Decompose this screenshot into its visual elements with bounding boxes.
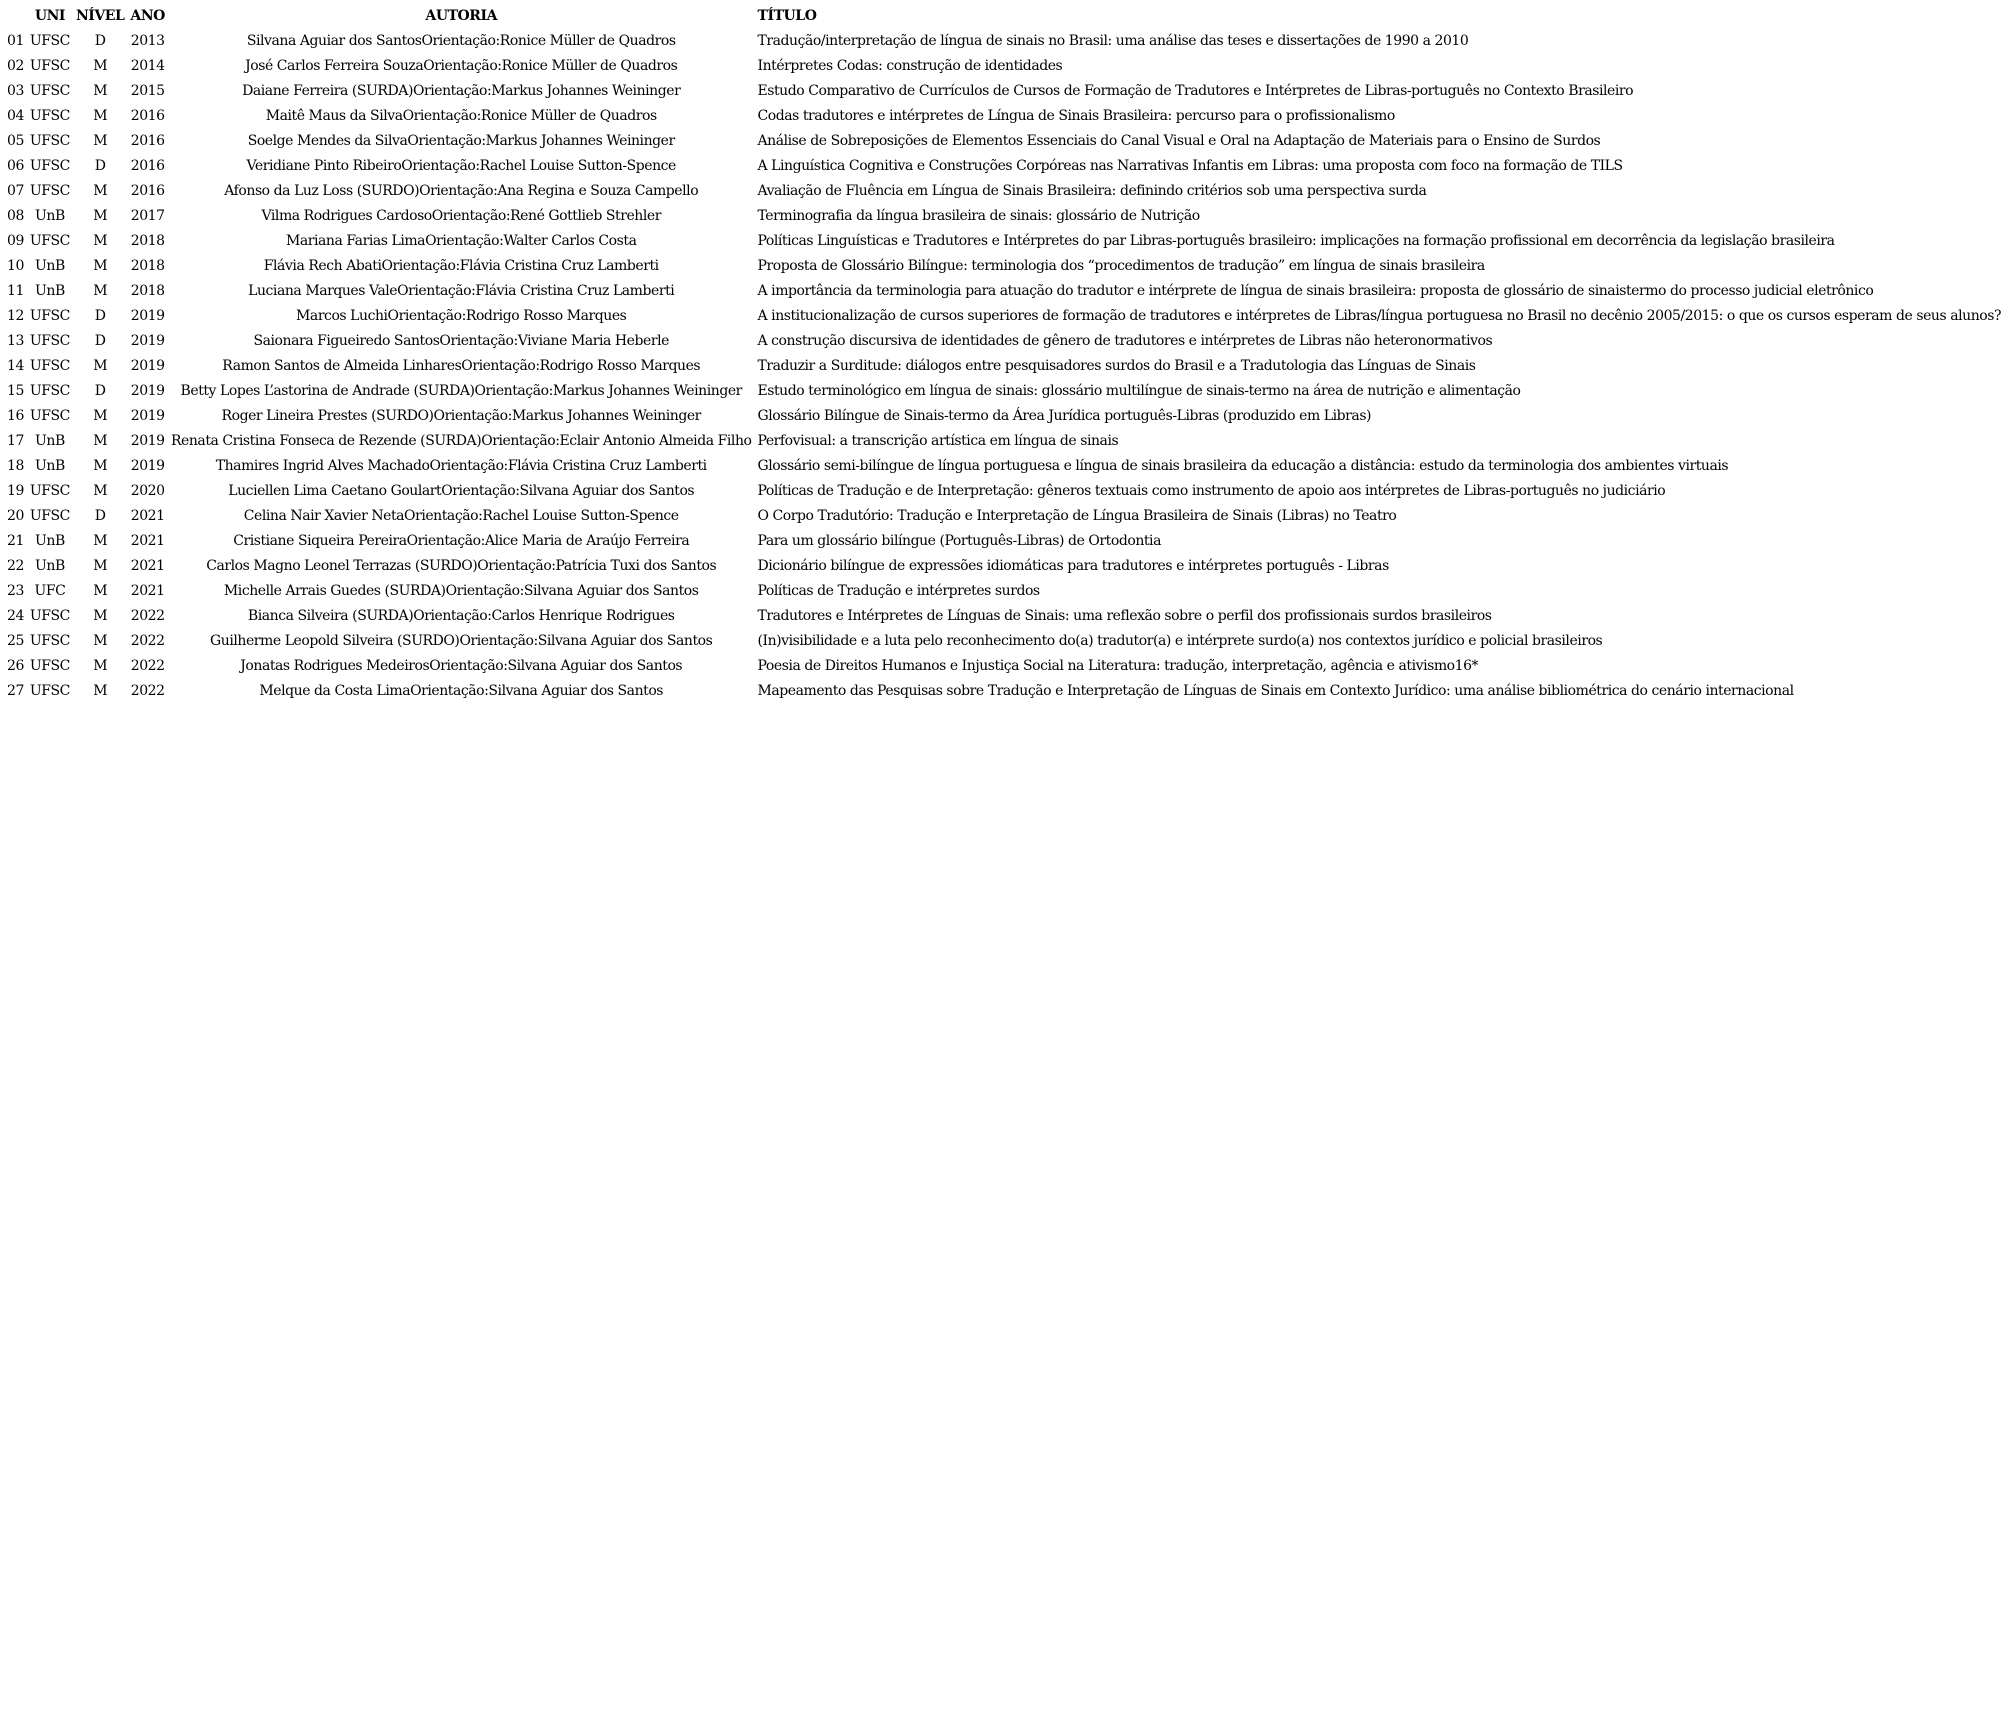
title-cell: Estudo Comparativo de Currículos de Cursos de Formação de Tradutores e Intérpretes de Libras-português no Contexto Brasileiro [757, 83, 1634, 99]
university-cell: UFSC [29, 333, 70, 349]
table-row [4, 504, 2004, 529]
title-cell: Estudo terminológico em língua de sinais: glossário multilíngue de sinais-termo na área de nutrição e alimentação [757, 383, 1521, 399]
table-row [4, 129, 2004, 154]
row-number: 19 [7, 483, 24, 499]
level-cell: M [93, 583, 108, 599]
table-row [4, 654, 2004, 679]
row-number: 01 [7, 33, 24, 49]
authorship-cell: Ramon Santos de Almeida LinharesOrientação:Rodrigo Rosso Marques [222, 358, 701, 374]
table-row [4, 354, 2004, 379]
title-cell: Tradutores e Intérpretes de Línguas de Sinais: uma reflexão sobre o perfil dos profissionais surdos brasileiros [757, 608, 1492, 624]
title-cell: Terminografia da língua brasileira de sinais: glossário de Nutrição [757, 208, 1200, 224]
year-cell: 2021 [130, 533, 165, 549]
authorship-cell: Flávia Rech AbatiOrientação:Flávia Cristina Cruz Lamberti [263, 258, 659, 274]
row-number: 26 [7, 658, 24, 674]
university-cell: UFSC [29, 233, 70, 249]
authorship-cell: Betty Lopes L’astorina de Andrade (SURDA)Orientação:Markus Johannes Weininger [180, 383, 742, 399]
level-cell: M [93, 358, 108, 374]
title-cell: A importância da terminologia para atuação do tradutor e intérprete de língua de sinais brasileira: proposta de glossário de sinaistermo do processo judicial eletrônico [757, 283, 1874, 299]
table-row [4, 579, 2004, 604]
year-cell: 2019 [130, 333, 165, 349]
table-row [4, 79, 2004, 104]
row-number: 09 [7, 233, 24, 249]
row-number: 25 [7, 633, 24, 649]
title-cell: Políticas de Tradução e de Interpretação: gêneros textuais como instrumento de apoio aos intérpretes de Libras-português no judiciário [757, 483, 1666, 499]
authorship-cell: Afonso da Luz Loss (SURDO)Orientação:Ana Regina e Souza Campello [224, 183, 699, 199]
year-cell: 2018 [130, 233, 165, 249]
title-cell: Glossário Bilíngue de Sinais-termo da Área Jurídica português-Libras (produzido em Libras) [757, 408, 1372, 424]
level-cell: M [93, 608, 108, 624]
title-cell: Para um glossário bilíngue (Português-Libras) de Ortodontia [757, 533, 1161, 549]
university-cell: UFSC [29, 158, 70, 174]
row-number: 02 [7, 58, 24, 74]
year-cell: 2020 [130, 483, 165, 499]
row-number: 27 [7, 683, 24, 699]
authorship-cell: Silvana Aguiar dos SantosOrientação:Ronice Müller de Quadros [246, 33, 676, 49]
authorship-cell: Michelle Arrais Guedes (SURDA)Orientação:Silvana Aguiar dos Santos [223, 583, 699, 599]
year-cell: 2016 [130, 133, 165, 149]
level-cell: D [94, 158, 106, 174]
row-number: 03 [7, 83, 24, 99]
authorship-cell: Cristiane Siqueira PereiraOrientação:Alice Maria de Araújo Ferreira [233, 533, 690, 549]
row-number: 12 [7, 308, 24, 324]
year-cell: 2022 [130, 683, 165, 699]
authorship-cell: Saionara Figueiredo SantosOrientação:Viviane Maria Heberle [253, 333, 669, 349]
authorship-cell: Carlos Magno Leonel Terrazas (SURDO)Orientação:Patrícia Tuxi dos Santos [206, 558, 717, 574]
table-body [4, 29, 2004, 704]
authorship-cell: Guilherme Leopold Silveira (SURDO)Orientação:Silvana Aguiar dos Santos [210, 633, 713, 649]
row-number: 11 [7, 283, 24, 299]
university-cell: UFSC [29, 83, 70, 99]
row-number: 07 [7, 183, 24, 199]
university-cell: UnB [35, 258, 65, 274]
authorship-cell: Bianca Silveira (SURDA)Orientação:Carlos Henrique Rodrigues [247, 608, 675, 624]
level-cell: M [93, 533, 108, 549]
level-cell: M [93, 208, 108, 224]
table-row [4, 429, 2004, 454]
year-cell: 2016 [130, 158, 165, 174]
university-cell: UFC [34, 583, 66, 599]
title-cell: Codas tradutores e intérpretes de Língua de Sinais Brasileira: percurso para o profissionalismo [757, 108, 1395, 124]
year-cell: 2019 [130, 383, 165, 399]
level-cell: M [93, 83, 108, 99]
level-cell: M [93, 483, 108, 499]
year-cell: 2019 [130, 358, 165, 374]
header-nivel: NÍVEL [75, 8, 125, 24]
university-cell: UFSC [29, 483, 70, 499]
level-cell: M [93, 433, 108, 449]
row-number: 13 [7, 333, 24, 349]
level-cell: M [93, 683, 108, 699]
thesis-table [4, 4, 2004, 704]
university-cell: UnB [35, 533, 65, 549]
university-cell: UFSC [29, 308, 70, 324]
title-cell: Avaliação de Fluência em Língua de Sinais Brasileira: definindo critérios sob uma perspectiva surda [757, 183, 1427, 199]
year-cell: 2013 [130, 33, 165, 49]
row-number: 16 [7, 408, 24, 424]
level-cell: M [93, 408, 108, 424]
year-cell: 2021 [130, 583, 165, 599]
authorship-cell: Mariana Farias LimaOrientação:Walter Carlos Costa [285, 233, 637, 249]
authorship-cell: Luciellen Lima Caetano GoulartOrientação:Silvana Aguiar dos Santos [228, 483, 695, 499]
authorship-cell: Daiane Ferreira (SURDA)Orientação:Markus Johannes Weininger [242, 83, 681, 99]
table-row [4, 329, 2004, 354]
university-cell: UnB [35, 558, 65, 574]
title-cell: Poesia de Direitos Humanos e Injustiça Social na Literatura: tradução, interpretação, agência e ativismo16* [757, 658, 1479, 674]
header-titulo: TÍTULO [757, 8, 817, 24]
university-cell: UFSC [29, 508, 70, 524]
university-cell: UnB [35, 283, 65, 299]
table-row [4, 54, 2004, 79]
header-uni: UNI [34, 8, 66, 24]
authorship-cell: Roger Lineira Prestes (SURDO)Orientação:Markus Johannes Weininger [221, 408, 701, 424]
university-cell: UFSC [29, 358, 70, 374]
table-row [4, 304, 2004, 329]
level-cell: M [93, 58, 108, 74]
university-cell: UnB [35, 433, 65, 449]
university-cell: UFSC [29, 408, 70, 424]
row-number: 15 [7, 383, 24, 399]
table-row [4, 479, 2004, 504]
table-row [4, 679, 2004, 704]
row-number: 24 [7, 608, 24, 624]
row-number: 17 [7, 433, 24, 449]
header-row [4, 4, 2004, 29]
level-cell: M [93, 633, 108, 649]
level-cell: M [93, 258, 108, 274]
university-cell: UnB [35, 208, 65, 224]
university-cell: UFSC [29, 133, 70, 149]
level-cell: M [93, 133, 108, 149]
university-cell: UnB [35, 458, 65, 474]
year-cell: 2019 [130, 458, 165, 474]
authorship-cell: José Carlos Ferreira SouzaOrientação:Ronice Müller de Quadros [245, 58, 678, 74]
authorship-cell: Soelge Mendes da SilvaOrientação:Markus Johannes Weininger [247, 133, 675, 149]
title-cell: A construção discursiva de identidades de gênero de tradutores e intérpretes de Libras não heteronormativos [757, 333, 1493, 349]
row-number: 22 [7, 558, 24, 574]
title-cell: Análise de Sobreposições de Elementos Essenciais do Canal Visual e Oral na Adaptação de Materiais para o Ensino de Surdos [757, 133, 1601, 149]
level-cell: M [93, 108, 108, 124]
row-number: 23 [7, 583, 24, 599]
title-cell: Tradução/interpretação de língua de sinais no Brasil: uma análise das teses e dissertações de 1990 a 2010 [757, 33, 1469, 49]
row-number: 14 [7, 358, 24, 374]
header-autoria: AUTORIA [425, 8, 498, 24]
university-cell: UFSC [29, 608, 70, 624]
row-number: 21 [7, 533, 24, 549]
year-cell: 2019 [130, 408, 165, 424]
table-row [4, 204, 2004, 229]
year-cell: 2017 [130, 208, 165, 224]
year-cell: 2014 [130, 58, 165, 74]
level-cell: M [93, 658, 108, 674]
university-cell: UFSC [29, 383, 70, 399]
table-row [4, 154, 2004, 179]
table-row [4, 629, 2004, 654]
authorship-cell: Celina Nair Xavier NetaOrientação:Rachel Louise Sutton-Spence [243, 508, 679, 524]
level-cell: M [93, 283, 108, 299]
title-cell: Mapeamento das Pesquisas sobre Tradução e Interpretação de Línguas de Sinais em Contexto Jurídico: uma análise bibliométrica do cenário internacional [757, 683, 1794, 699]
title-cell: Políticas Linguísticas e Tradutores e Intérpretes do par Libras-português brasileiro: implicações na formação profissional em decorrência da legislação brasileira [757, 233, 1835, 249]
table-row [4, 529, 2004, 554]
level-cell: D [94, 383, 106, 399]
university-cell: UFSC [29, 658, 70, 674]
table-row [4, 29, 2004, 54]
authorship-cell: Luciana Marques ValeOrientação:Flávia Cristina Cruz Lamberti [248, 283, 675, 299]
university-cell: UFSC [29, 633, 70, 649]
university-cell: UFSC [29, 183, 70, 199]
level-cell: D [94, 308, 106, 324]
university-cell: UFSC [29, 58, 70, 74]
year-cell: 2016 [130, 108, 165, 124]
level-cell: M [93, 558, 108, 574]
table-row [4, 254, 2004, 279]
authorship-cell: Melque da Costa LimaOrientação:Silvana Aguiar dos Santos [259, 683, 664, 699]
level-cell: D [94, 33, 106, 49]
authorship-cell: Vilma Rodrigues CardosoOrientação:René Gottlieb Strehler [261, 208, 661, 224]
title-cell: Dicionário bilíngue de expressões idiomáticas para tradutores e intérpretes português - Libras [757, 558, 1389, 574]
title-cell: Intérpretes Codas: construção de identidades [757, 58, 1063, 74]
row-number: 06 [7, 158, 24, 174]
university-cell: UFSC [29, 683, 70, 699]
university-cell: UFSC [29, 33, 70, 49]
title-cell: O Corpo Tradutório: Tradução e Interpretação de Língua Brasileira de Sinais (Libras) no Teatro [757, 508, 1397, 524]
year-cell: 2019 [130, 308, 165, 324]
row-number: 20 [7, 508, 24, 524]
title-cell: Glossário semi-bilíngue de língua portuguesa e língua de sinais brasileira da educação a distância: estudo da terminologia dos ambientes virtuais [757, 458, 1729, 474]
level-cell: D [94, 333, 106, 349]
authorship-cell: Renata Cristina Fonseca de Rezende (SURDA)Orientação:Eclair Antonio Almeida Filho [170, 433, 752, 449]
row-number: 18 [7, 458, 24, 474]
authorship-cell: Veridiane Pinto RibeiroOrientação:Rachel Louise Sutton-Spence [246, 158, 676, 174]
row-number: 08 [7, 208, 24, 224]
title-cell: A Linguística Cognitiva e Construções Corpóreas nas Narrativas Infantis em Libras: uma proposta com foco na formação de TILS [757, 158, 1623, 174]
row-number: 04 [7, 108, 24, 124]
university-cell: UFSC [29, 108, 70, 124]
table-row [4, 179, 2004, 204]
year-cell: 2015 [130, 83, 165, 99]
level-cell: D [94, 508, 106, 524]
level-cell: M [93, 233, 108, 249]
year-cell: 2019 [130, 433, 165, 449]
authorship-cell: Jonatas Rodrigues MedeirosOrientação:Silvana Aguiar dos Santos [240, 658, 683, 674]
level-cell: M [93, 183, 108, 199]
header-num [4, 4, 27, 29]
year-cell: 2022 [130, 608, 165, 624]
year-cell: 2018 [130, 283, 165, 299]
title-cell: Proposta de Glossário Bilíngue: terminologia dos “procedimentos de tradução” em língua de sinais brasileira [757, 258, 1485, 274]
title-cell: A institucionalização de cursos superiores de formação de tradutores e intérpretes de Libras/língua portuguesa no Brasil no decênio 2005/2015: o que os cursos esperam de seus alunos? [757, 308, 2002, 324]
table-row [4, 379, 2004, 404]
table-row [4, 404, 2004, 429]
row-number: 05 [7, 133, 24, 149]
table-row [4, 454, 2004, 479]
table-row [4, 554, 2004, 579]
table-row [4, 104, 2004, 129]
year-cell: 2021 [130, 558, 165, 574]
table-row [4, 604, 2004, 629]
header-ano: ANO [130, 8, 165, 24]
year-cell: 2022 [130, 633, 165, 649]
authorship-cell: Thamires Ingrid Alves MachadoOrientação:Flávia Cristina Cruz Lamberti [215, 458, 707, 474]
row-number: 10 [7, 258, 24, 274]
table-row [4, 279, 2004, 304]
year-cell: 2022 [130, 658, 165, 674]
year-cell: 2016 [130, 183, 165, 199]
title-cell: Perfovisual: a transcrição artística em língua de sinais [757, 433, 1119, 449]
table-row [4, 229, 2004, 254]
title-cell: Traduzir a Surditude: diálogos entre pesquisadores surdos do Brasil e a Tradutologia das Línguas de Sinais [757, 358, 1476, 374]
authorship-cell: Maitê Maus da SilvaOrientação:Ronice Müller de Quadros [265, 108, 657, 124]
year-cell: 2021 [130, 508, 165, 524]
title-cell: (In)visibilidade e a luta pelo reconhecimento do(a) tradutor(a) e intérprete surdo(a) nos contextos jurídico e policial brasileiros [757, 633, 1603, 649]
level-cell: M [93, 458, 108, 474]
title-cell: Políticas de Tradução e intérpretes surdos [757, 583, 1040, 599]
year-cell: 2018 [130, 258, 165, 274]
authorship-cell: Marcos LuchiOrientação:Rodrigo Rosso Marques [296, 308, 627, 324]
